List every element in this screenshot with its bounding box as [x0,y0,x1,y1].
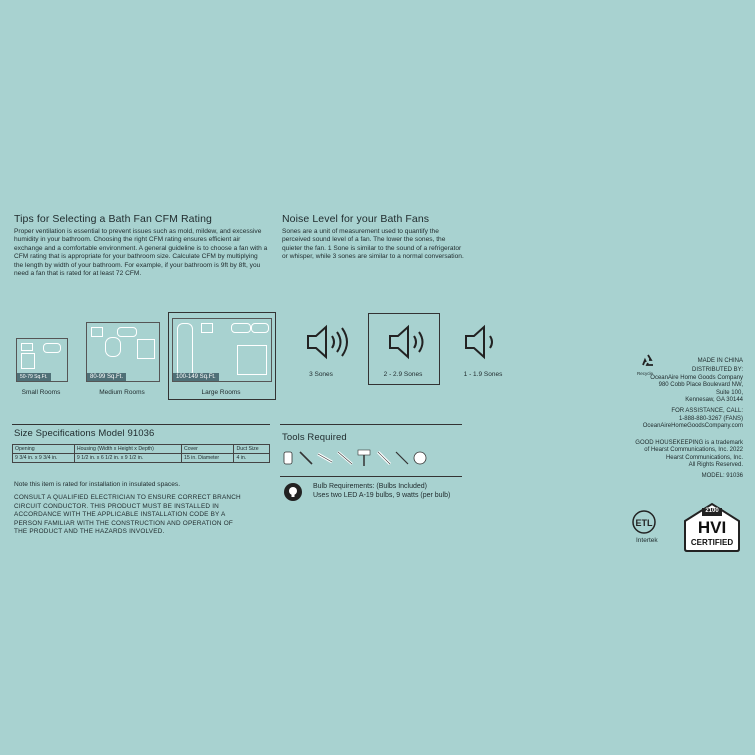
noise-body: Sones are a unit of measurement used to quantify the perceived sound level of a fan. The lower the sones, the quieter the fan. 1 Sone is similar to the sound of a refrigerator or whisper, while 3 sones are similar to a normal conversation. [282,228,464,261]
specs-header: Opening [13,445,75,454]
trademark-block [560,440,743,480]
address-line-1: 980 Cobb Place Boulevard NW, [658,382,743,389]
medium-room-caption: Medium Rooms [99,389,145,396]
specs-header: Housing (Width x Height x Depth) [74,445,181,454]
table-row [13,454,270,463]
large-room-caption: Large Rooms [201,389,241,396]
large-room-diagram [172,318,272,382]
specs-cell: 15 in. Diameter [181,454,233,463]
made-in: MADE IN CHINA [697,358,743,364]
address-line-2: Suite 100, [715,389,743,396]
sone-label-3: 3 Sones [309,371,333,378]
noise-title: Noise Level for your Bath Fans [282,213,430,225]
hvi-certified-logo [682,501,742,553]
specs-title: Size Specifications Model 91036 [14,428,155,439]
small-room-size: 50-79 Sq.Ft. [17,373,51,381]
intertek-label: Intertek [636,537,658,544]
model-number: MODEL: 91036 [701,472,743,479]
svg-text:ETL: ETL [635,518,653,528]
assistance-label: FOR ASSISTANCE, CALL: [671,408,743,415]
address-line-3: Kennesaw, GA 30144 [685,397,743,404]
hvi-text: HVI [697,518,727,537]
bulb-line1: Bulb Requirements: (Bulbs Included) [313,483,428,490]
recycle-label: Recycle [637,371,654,376]
speaker-3-sones-icon [304,324,354,365]
trademark-line-3: Hearst Communications, Inc. [665,454,743,461]
speaker-1-sone-icon [462,324,500,365]
sone-label-1: 1 - 1.9 Sones [463,371,503,378]
etl-logo [630,508,660,536]
phone: 1-888-880-3267 (FANS) [678,415,743,422]
cfm-title: Tips for Selecting a Bath Fan CFM Rating [14,213,212,225]
specs-divider-top [12,424,270,425]
tools-title: Tools Required [282,432,347,443]
sone-label-2: 2 - 2.9 Sones [383,371,423,378]
company-name: OceanAire Home Goods Company [650,374,743,381]
info-block [560,358,743,431]
electrician-warning: CONSULT A QUALIFIED ELECTRICIAN TO ENSURE CORRECT BRANCH CIRCUIT CONDUCTOR. THIS PRODUCT MUST BE INSTALLED IN ACCORDANCE WITH THE APPLICABLE INSTALLATION CODE BY A PERSON FAMILIAR WITH THE CONSTRUCTION AND OPERATION OF THE PRODUCT AND THE HAZARDS INVOLVED. [14,494,241,535]
specs-header: Duct Size [234,445,270,454]
speaker-2-sones-icon [386,324,430,365]
hvi-certified-text: CERTIFIED [690,538,734,547]
trademark-line-1: GOOD HOUSEKEEPING is a trademark [635,440,743,446]
specs-cell: 9 3/4 in. x 9 3/4 in. [13,454,75,463]
specs-note: Note this item is rated for installation in insulated spaces. [14,481,181,488]
trademark-line-2: of Hearst Communications, Inc. 2022 [644,447,743,454]
table-row [13,445,270,454]
tools-divider-bottom [280,476,462,477]
specs-cell: 9 1/2 in. x 6 1/2 in. x 9 1/2 in. [74,454,181,463]
medium-room-size: 80-99 Sq.Ft. [87,373,126,381]
bulb-icon [284,483,302,501]
small-room-caption: Small Rooms [21,389,61,396]
specs-cell: 4 in. [234,454,270,463]
tools-icons [282,446,432,475]
specs-header: Cover [181,445,233,454]
large-room-size: 100-149 Sq.Ft. [173,373,219,381]
bulb-line2: Uses two LED A-19 bulbs, 9 watts (per bulb) [313,492,451,499]
specs-table [12,444,270,463]
trademark-line-4: All Rights Reserved. [688,462,743,469]
tools-divider-top [280,424,462,425]
website: OceanAireHomeGoodsCompany.com [642,423,743,430]
distributed-by: DISTRIBUTED BY: [691,367,743,374]
hvi-number: 2100 [705,508,719,514]
small-room-diagram [16,338,68,382]
cfm-body: Proper ventilation is essential to prevent issues such as mold, mildew, and excessive humidity in your bathroom. Choosing the right CFM rating ensures efficient air exchange and a comfortable environment. A general guideline is to choose a fan with a CFM rating that is appropriate for your bathroom size. Calculate CFM by multiplying the length by width of your bathroom. For example, if your bathroom is 9ft by 8ft, you need a fan that is rated for at least 72 CFM. [14,228,268,278]
medium-room-diagram [86,322,160,382]
